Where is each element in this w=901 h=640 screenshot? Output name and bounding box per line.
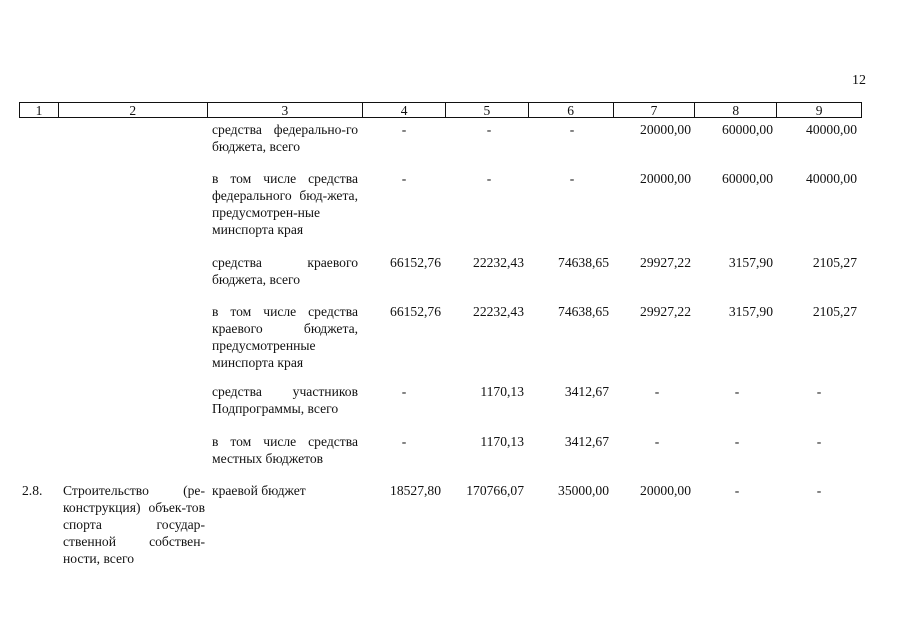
value-col-9: 40000,00 xyxy=(806,122,857,137)
value-col-7: 20000,00 xyxy=(640,171,691,186)
funding-source: краевой бюджет xyxy=(212,483,306,498)
value-col-9: - xyxy=(816,434,822,449)
header-col-8: 8 xyxy=(695,103,777,117)
item-name: Строительство (ре-конструкция) объек-тов спорта государ-ственной собствен-ности, всего xyxy=(63,483,205,566)
value-col-6: 35000,00 xyxy=(558,483,609,498)
value-col-4: - xyxy=(401,384,407,399)
funding-source: в том числе средства краевого бюджета, предусмотренные минспорта края xyxy=(212,304,358,370)
value-col-7: 20000,00 xyxy=(640,483,691,498)
funding-source: средства федерально-го бюджета, всего xyxy=(212,122,358,154)
funding-source: в том числе средства местных бюджетов xyxy=(212,434,358,466)
value-col-5: - xyxy=(486,122,492,137)
header-col-6: 6 xyxy=(529,103,614,117)
value-col-9: 40000,00 xyxy=(806,171,857,186)
value-col-6: 3412,67 xyxy=(564,434,609,449)
value-col-7: - xyxy=(654,434,660,449)
header-col-7: 7 xyxy=(614,103,696,117)
value-col-8: - xyxy=(734,434,740,449)
value-col-7: 29927,22 xyxy=(640,304,691,319)
value-col-4: - xyxy=(401,171,407,186)
header-col-2: 2 xyxy=(59,103,208,117)
value-col-6: - xyxy=(569,122,575,137)
value-col-7: 20000,00 xyxy=(640,122,691,137)
value-col-5: 1170,13 xyxy=(480,434,524,449)
table-header-row xyxy=(19,102,862,118)
value-col-5: 1170,13 xyxy=(480,384,524,399)
value-col-7: - xyxy=(654,384,660,399)
value-col-8: 3157,90 xyxy=(728,255,773,270)
value-col-7: 29927,22 xyxy=(640,255,691,270)
value-col-9: - xyxy=(816,483,822,498)
funding-source: средства краевого бюджета, всего xyxy=(212,255,358,287)
value-col-4: - xyxy=(401,122,407,137)
value-col-9: - xyxy=(816,384,822,399)
value-col-6: - xyxy=(569,171,575,186)
header-col-1: 1 xyxy=(20,103,59,117)
page-number: 12 xyxy=(852,73,866,88)
funding-source: в том числе средства федерального бюд-жета, предусмотрен-ные минспорта края xyxy=(212,171,358,237)
value-col-5: 170766,07 xyxy=(466,483,524,498)
value-col-8: - xyxy=(734,483,740,498)
value-col-9: 2105,27 xyxy=(812,304,857,319)
value-col-4: 18527,80 xyxy=(390,483,441,498)
value-col-4: 66152,76 xyxy=(390,304,441,319)
funding-source: средства участников Подпрограммы, всего xyxy=(212,384,358,416)
value-col-5: 22232,43 xyxy=(473,304,524,319)
value-col-6: 3412,67 xyxy=(564,384,609,399)
value-col-4: 66152,76 xyxy=(390,255,441,270)
value-col-8: 3157,90 xyxy=(728,304,773,319)
value-col-6: 74638,65 xyxy=(558,304,609,319)
value-col-9: 2105,27 xyxy=(812,255,857,270)
header-col-3: 3 xyxy=(208,103,364,117)
value-col-6: 74638,65 xyxy=(558,255,609,270)
header-col-5: 5 xyxy=(446,103,529,117)
value-col-5: - xyxy=(486,171,492,186)
header-col-9: 9 xyxy=(815,103,823,118)
item-number: 2.8. xyxy=(22,483,43,498)
value-col-8: 60000,00 xyxy=(722,122,773,137)
header-col-4: 4 xyxy=(363,103,446,117)
value-col-8: - xyxy=(734,384,740,399)
value-col-5: 22232,43 xyxy=(473,255,524,270)
value-col-8: 60000,00 xyxy=(722,171,773,186)
value-col-4: - xyxy=(401,434,407,449)
